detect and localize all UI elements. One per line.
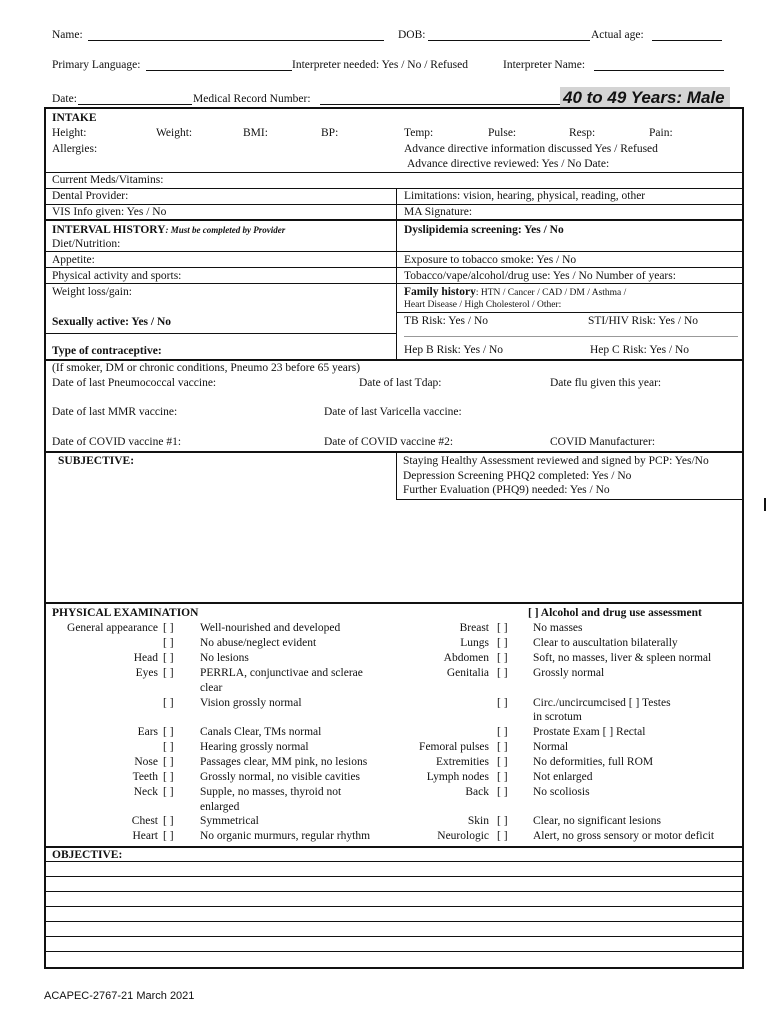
ma-signature-label: MA Signature: bbox=[404, 206, 473, 218]
family-history-wrap[interactable] bbox=[404, 286, 626, 300]
pe-checkbox[interactable]: [ ] bbox=[497, 726, 508, 738]
date-label: Date: bbox=[52, 93, 77, 105]
pe-checkbox[interactable]: [ ] bbox=[497, 756, 508, 768]
pe-checkbox[interactable]: [ ] bbox=[163, 756, 174, 768]
interpreter-needed[interactable]: Interpreter needed: Yes / No / Refused bbox=[292, 59, 468, 71]
interval-title-wrap bbox=[52, 224, 285, 237]
pe-checkbox[interactable]: [ ] bbox=[163, 741, 174, 753]
pe-label: Head bbox=[133, 652, 158, 664]
pe-label: Breast bbox=[459, 622, 489, 634]
pe-label: Femoral pulses bbox=[419, 741, 489, 753]
appetite-label: Appetite: bbox=[52, 254, 95, 266]
interpreter-name-label: Interpreter Name: bbox=[503, 59, 586, 71]
pe-checkbox[interactable]: [ ] bbox=[163, 786, 174, 798]
divider bbox=[396, 312, 742, 313]
margin-mark bbox=[764, 498, 766, 511]
pe-label: Skin bbox=[467, 815, 489, 827]
mrn-field[interactable] bbox=[320, 104, 560, 105]
pe-finding: Clear, no significant lesions bbox=[533, 815, 661, 827]
pe-finding: Well-nourished and developed bbox=[200, 622, 341, 634]
pe-finding: Hearing grossly normal bbox=[200, 741, 309, 753]
diet-label: Diet/Nutrition: bbox=[52, 238, 121, 250]
interpreter-name-field[interactable] bbox=[594, 70, 724, 71]
weight-loss-label: Weight loss/gain: bbox=[52, 286, 132, 298]
physical-title: PHYSICAL EXAMINATION bbox=[52, 607, 199, 619]
interval-note: : Must be completed by Provider bbox=[165, 225, 286, 235]
name-label: Name: bbox=[52, 29, 83, 41]
tdap-label: Date of last Tdap: bbox=[359, 377, 442, 389]
pe-checkbox[interactable]: [ ] bbox=[497, 667, 508, 679]
pe-finding: clear bbox=[200, 682, 223, 694]
sexually-active[interactable]: Sexually active: Yes / No bbox=[52, 316, 172, 328]
pe-checkbox[interactable]: [ ] bbox=[497, 786, 508, 798]
pe-checkbox[interactable]: [ ] bbox=[163, 830, 174, 842]
pe-finding: No scoliosis bbox=[533, 786, 590, 798]
weight-label: Weight: bbox=[156, 127, 193, 139]
divider bbox=[46, 267, 742, 268]
pe-label: Nose bbox=[134, 756, 158, 768]
resp-label: Resp: bbox=[569, 127, 596, 139]
dob-label: DOB: bbox=[398, 29, 426, 41]
pe-label: Genitalia bbox=[446, 667, 489, 679]
pe-finding: Symmetrical bbox=[200, 815, 259, 827]
pe-finding: No deformities, full ROM bbox=[533, 756, 654, 768]
pe-finding: Normal bbox=[533, 741, 569, 753]
pulse-label: Pulse: bbox=[488, 127, 517, 139]
pe-finding: No organic murmurs, regular rhythm bbox=[200, 830, 371, 842]
divider bbox=[46, 188, 742, 189]
dental-label: Dental Provider: bbox=[52, 190, 129, 202]
tobacco-use[interactable]: Tobacco/vape/alcohol/drug use: Yes / No Number of years: bbox=[404, 270, 676, 282]
pe-checkbox[interactable]: [ ] bbox=[497, 652, 508, 664]
pe-finding: No masses bbox=[533, 622, 583, 634]
objective-line[interactable] bbox=[46, 861, 742, 862]
varicella-label: Date of last Varicella vaccine: bbox=[324, 406, 462, 418]
pe-label: Teeth bbox=[132, 771, 158, 783]
covid-mfr-label: COVID Manufacturer: bbox=[550, 436, 656, 448]
pe-label: Neck bbox=[133, 786, 158, 798]
sti-risk[interactable]: STI/HIV Risk: Yes / No bbox=[588, 315, 699, 327]
family-history-items: : HTN / Cancer / CAD / DM / Asthma / bbox=[475, 288, 627, 298]
limitations[interactable]: Limitations: vision, hearing, physical, reading, other bbox=[404, 190, 646, 202]
temp-label: Temp: bbox=[404, 127, 434, 139]
pe-checkbox[interactable]: [ ] bbox=[497, 741, 508, 753]
pe-checkbox[interactable]: [ ] bbox=[497, 815, 508, 827]
actual-age-field[interactable] bbox=[652, 40, 722, 41]
pe-label: Abdomen bbox=[443, 652, 489, 664]
divider bbox=[396, 499, 742, 500]
divider bbox=[46, 172, 742, 173]
hepb-risk[interactable]: Hep B Risk: Yes / No bbox=[404, 344, 504, 356]
hepc-risk[interactable]: Hep C Risk: Yes / No bbox=[590, 344, 690, 356]
dob-field[interactable] bbox=[428, 40, 590, 41]
pe-finding: Canals Clear, TMs normal bbox=[200, 726, 322, 738]
pe-checkbox[interactable]: [ ] bbox=[163, 726, 174, 738]
pe-label: Chest bbox=[131, 815, 158, 827]
pe-finding: Alert, no gross sensory or motor deficit bbox=[533, 830, 715, 842]
vis-info[interactable]: VIS Info given: Yes / No bbox=[52, 206, 167, 218]
pe-checkbox[interactable]: [ ] bbox=[497, 830, 508, 842]
pe-checkbox[interactable]: [ ] bbox=[497, 637, 508, 649]
pe-finding: Not enlarged bbox=[533, 771, 593, 783]
allergies-label: Allergies: bbox=[52, 143, 98, 155]
pe-finding: Vision grossly normal bbox=[200, 697, 302, 709]
primary-language-field[interactable] bbox=[146, 70, 292, 71]
tb-risk[interactable]: TB Risk: Yes / No bbox=[404, 315, 489, 327]
pe-label: Extremities bbox=[435, 756, 489, 768]
bp-label: BP: bbox=[321, 127, 339, 139]
pe-label: Back bbox=[465, 786, 489, 798]
actual-age-label: Actual age: bbox=[591, 29, 644, 41]
advance-discussed[interactable]: Advance directive information discussed Yes / Refused bbox=[404, 143, 658, 155]
pe-label: Heart bbox=[132, 830, 158, 842]
pe-finding: enlarged bbox=[200, 801, 240, 813]
covid2-label: Date of COVID vaccine #2: bbox=[324, 436, 454, 448]
pe-checkbox[interactable]: [ ] bbox=[163, 637, 174, 649]
objective-line[interactable] bbox=[46, 951, 742, 952]
covid1-label: Date of COVID vaccine #1: bbox=[52, 436, 182, 448]
physical-activity-label: Physical activity and sports: bbox=[52, 270, 182, 282]
mmr-label: Date of last MMR vaccine: bbox=[52, 406, 178, 418]
flu-label: Date flu given this year: bbox=[550, 377, 662, 389]
pe-checkbox[interactable]: [ ] bbox=[163, 697, 174, 709]
pain-label: Pain: bbox=[649, 127, 673, 139]
column-divider bbox=[396, 188, 397, 360]
pe-finding: PERRLA, conjunctivae and sclerae bbox=[200, 667, 363, 679]
pe-finding: Circ./uncircumcised [ ] Testes bbox=[533, 697, 671, 709]
pe-label: Eyes bbox=[135, 667, 158, 679]
pe-checkbox[interactable]: [ ] bbox=[163, 622, 174, 634]
pe-finding: Clear to auscultation bilaterally bbox=[533, 637, 678, 649]
divider bbox=[46, 602, 742, 604]
divider bbox=[46, 251, 742, 252]
family-history-items2: Heart Disease / High Cholesterol / Other: bbox=[404, 300, 562, 310]
primary-language-label: Primary Language: bbox=[52, 59, 141, 71]
height-label: Height: bbox=[52, 127, 87, 139]
pe-checkbox[interactable]: [ ] bbox=[163, 652, 174, 664]
pe-finding: Grossly normal bbox=[533, 667, 605, 679]
dyslipidemia[interactable]: Dyslipidemia screening: Yes / No bbox=[404, 224, 564, 236]
pe-checkbox[interactable]: [ ] bbox=[497, 697, 508, 709]
divider bbox=[404, 336, 738, 337]
pneumo-label: Date of last Pneumococcal vaccine: bbox=[52, 377, 217, 389]
advance-reviewed[interactable]: Advance directive reviewed: Yes / No Date: bbox=[407, 158, 610, 170]
footer-code: ACAPEC-2767-21 March 2021 bbox=[44, 990, 195, 1002]
subjective-title: SUBJECTIVE: bbox=[58, 455, 135, 467]
pe-finding: Passages clear, MM pink, no lesions bbox=[200, 756, 368, 768]
objective-line[interactable] bbox=[46, 876, 742, 877]
mrn-label: Medical Record Number: bbox=[193, 93, 311, 105]
form-title: 40 to 49 Years: Male bbox=[563, 88, 725, 107]
objective-title: OBJECTIVE: bbox=[52, 849, 123, 861]
date-field[interactable] bbox=[78, 104, 192, 105]
divider bbox=[46, 846, 742, 848]
alcohol-drug-checkbox[interactable]: [ ] Alcohol and drug use assessment bbox=[528, 607, 702, 619]
intake-title: INTAKE bbox=[52, 112, 97, 124]
objective-line[interactable] bbox=[46, 936, 742, 937]
smoker-note: (If smoker, DM or chronic conditions, Pneumo 23 before 65 years) bbox=[52, 362, 361, 374]
interval-title: INTERVAL HISTORY bbox=[52, 224, 166, 236]
column-divider bbox=[396, 451, 397, 500]
divider bbox=[46, 451, 742, 453]
family-history-label: Family history bbox=[404, 286, 476, 298]
pe-checkbox[interactable]: [ ] bbox=[497, 771, 508, 783]
pe-checkbox[interactable]: [ ] bbox=[163, 771, 174, 783]
current-meds-label: Current Meds/Vitamins: bbox=[52, 174, 164, 186]
pe-label: Neurologic bbox=[437, 830, 489, 842]
divider bbox=[46, 204, 742, 205]
pe-label: Lungs bbox=[460, 637, 489, 649]
divider bbox=[46, 333, 396, 334]
pe-finding: in scrotum bbox=[533, 711, 582, 723]
phq9[interactable]: Further Evaluation (PHQ9) needed: Yes / No bbox=[403, 484, 610, 496]
divider bbox=[46, 283, 742, 284]
pe-label: Ears bbox=[137, 726, 158, 738]
staying-healthy[interactable]: Staying Healthy Assessment reviewed and signed by PCP: Yes/No bbox=[403, 455, 709, 467]
pe-checkbox[interactable]: [ ] bbox=[497, 622, 508, 634]
name-field[interactable] bbox=[88, 40, 384, 41]
pe-checkbox[interactable]: [ ] bbox=[163, 815, 174, 827]
divider bbox=[46, 359, 742, 361]
pe-finding: Grossly normal, no visible cavities bbox=[200, 771, 361, 783]
phq2[interactable]: Depression Screening PHQ2 completed: Yes / No bbox=[403, 470, 632, 482]
pe-finding: No lesions bbox=[200, 652, 249, 664]
pe-finding: Prostate Exam [ ] Rectal bbox=[533, 726, 646, 738]
objective-line[interactable] bbox=[46, 891, 742, 892]
pe-finding: Soft, no masses, liver & spleen normal bbox=[533, 652, 712, 664]
tobacco-smoke[interactable]: Exposure to tobacco smoke: Yes / No bbox=[404, 254, 577, 266]
objective-line[interactable] bbox=[46, 906, 742, 907]
divider bbox=[46, 219, 742, 221]
pe-label: Lymph nodes bbox=[426, 771, 489, 783]
pe-finding: Supple, no masses, thyroid not bbox=[200, 786, 342, 798]
contraceptive: Type of contraceptive: bbox=[52, 345, 162, 357]
pe-label: General appearance bbox=[67, 622, 158, 634]
pe-checkbox[interactable]: [ ] bbox=[163, 667, 174, 679]
objective-line[interactable] bbox=[46, 921, 742, 922]
bmi-label: BMI: bbox=[243, 127, 268, 139]
pe-finding: No abuse/neglect evident bbox=[200, 637, 317, 649]
